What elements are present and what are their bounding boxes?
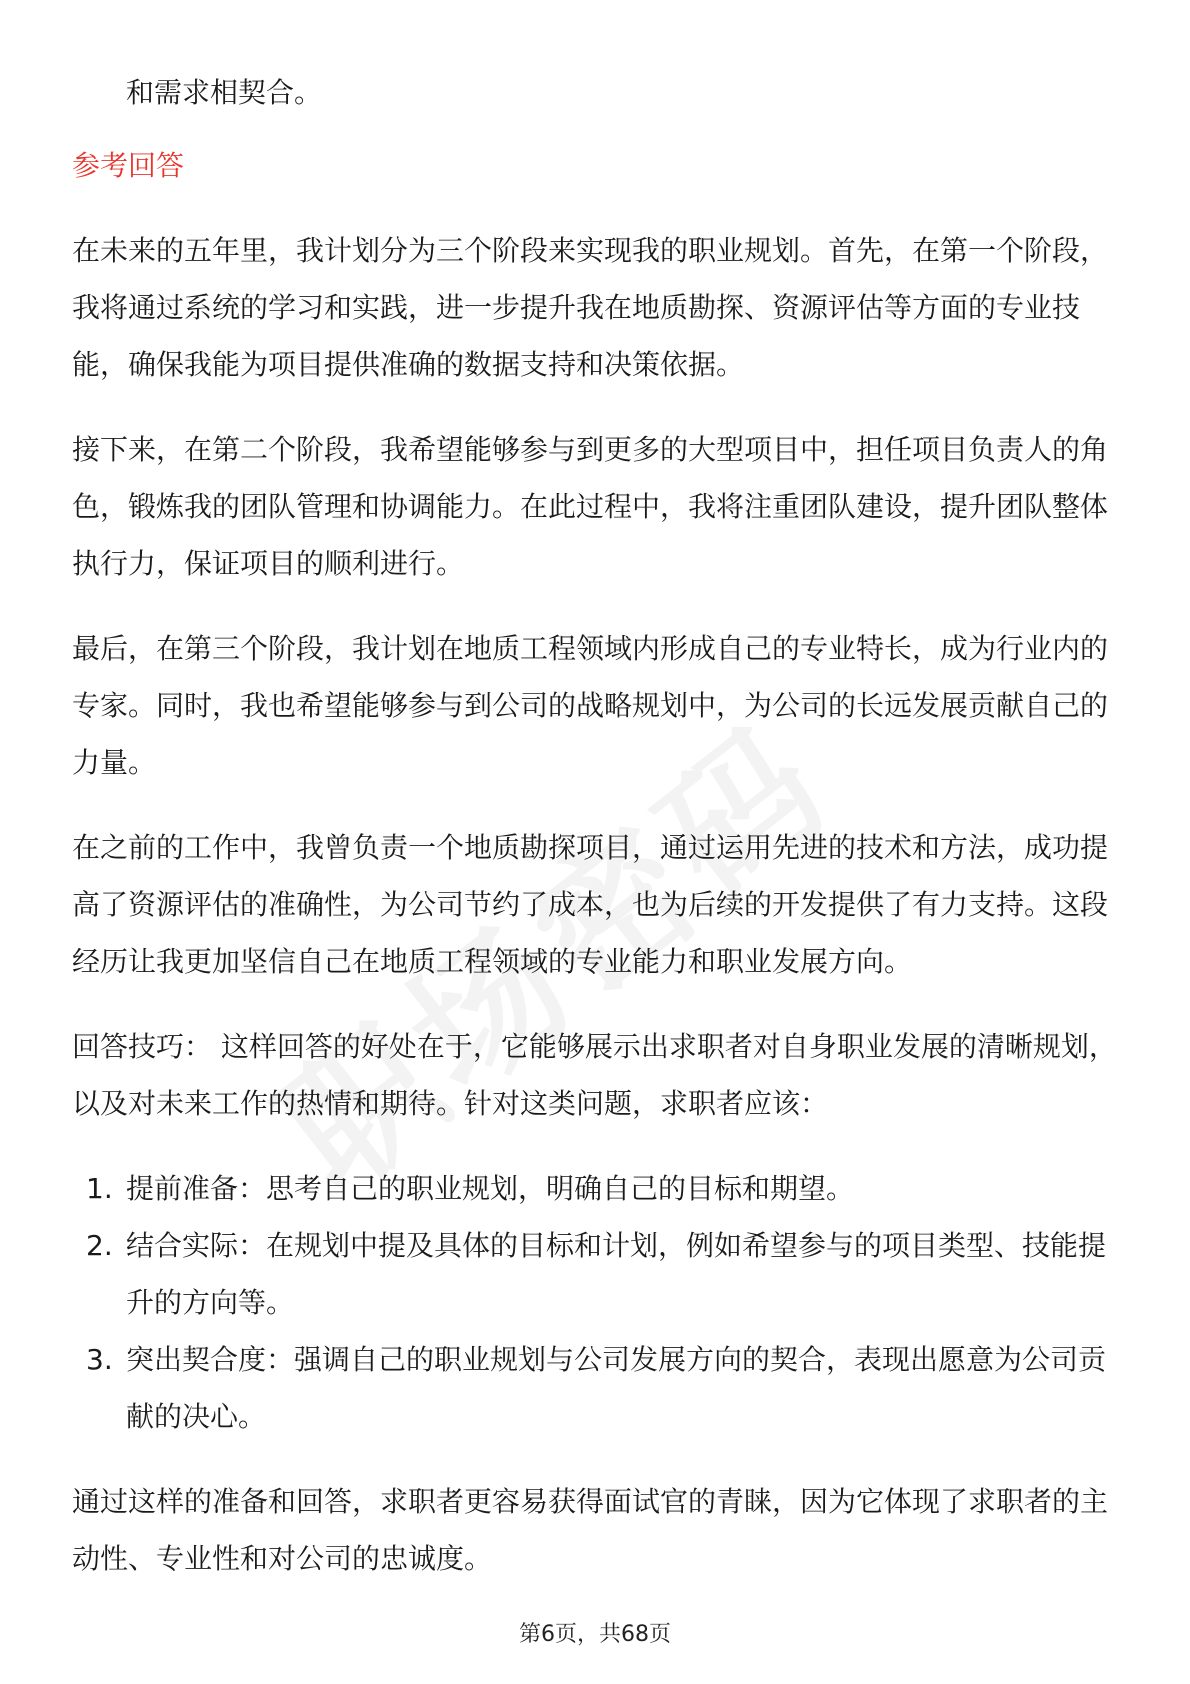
list-number: 1. [86,1172,113,1205]
list-number: 3. [86,1343,113,1376]
section-heading: 参考回答 [72,149,185,182]
list-item [72,1217,1122,1331]
paragraph-1: 在未来的五年里，我计划分为三个阶段来实现我的职业规划。首先，在第一个阶段，我将通过系统的学习和实践，进一步提升我在地质勘探、资源评估等方面的专业技能，确保我能为项目提供准确的数据支持和决策依据。 [72,234,1109,381]
list-text: 突出契合度：强调自己的职业规划与公司发展方向的契合，表现出愿意为公司贡献的决心。 [126,1343,1107,1433]
tips-list [72,1160,1122,1445]
paragraph-4: 在之前的工作中，我曾负责一个地质勘探项目，通过运用先进的技术和方法，成功提高了资源评估的准确性，为公司节约了成本，也为后续的开发提供了有力支持。这段经历让我更加坚信自己在地质工程领域的专业能力和职业发展方向。 [72,831,1109,978]
page-footer: 第6页，共68页 [519,1622,671,1647]
intro-tail: 和需求相契合。 [126,76,323,109]
tips-intro: 回答技巧： 这样回答的好处在于，它能够展示出求职者对自身职业发展的清晰规划，以及对未来工作的热情和期待。针对这类问题，求职者应该： [72,1030,1117,1120]
conclusion: 通过这样的准备和回答，求职者更容易获得面试官的青睐，因为它体现了求职者的主动性、专业性和对公司的忠诚度。 [72,1485,1109,1575]
list-text: 提前准备：思考自己的职业规划，明确自己的目标和期望。 [126,1172,855,1205]
list-item [72,1160,1122,1217]
list-text: 结合实际：在规划中提及具体的目标和计划，例如希望参与的项目类型、技能提升的方向等。 [126,1229,1107,1319]
page-content [72,64,1122,1587]
list-item [72,1331,1122,1445]
paragraph-3: 最后，在第三个阶段，我计划在地质工程领域内形成自己的专业特长，成为行业内的专家。同时，我也希望能够参与到公司的战略规划中，为公司的长远发展贡献自己的力量。 [72,632,1109,779]
paragraph-2: 接下来，在第二个阶段，我希望能够参与到更多的大型项目中，担任项目负责人的角色，锻炼我的团队管理和协调能力。在此过程中，我将注重团队建设，提升团队整体执行力，保证项目的顺利进行。 [72,433,1109,580]
list-number: 2. [86,1229,113,1262]
